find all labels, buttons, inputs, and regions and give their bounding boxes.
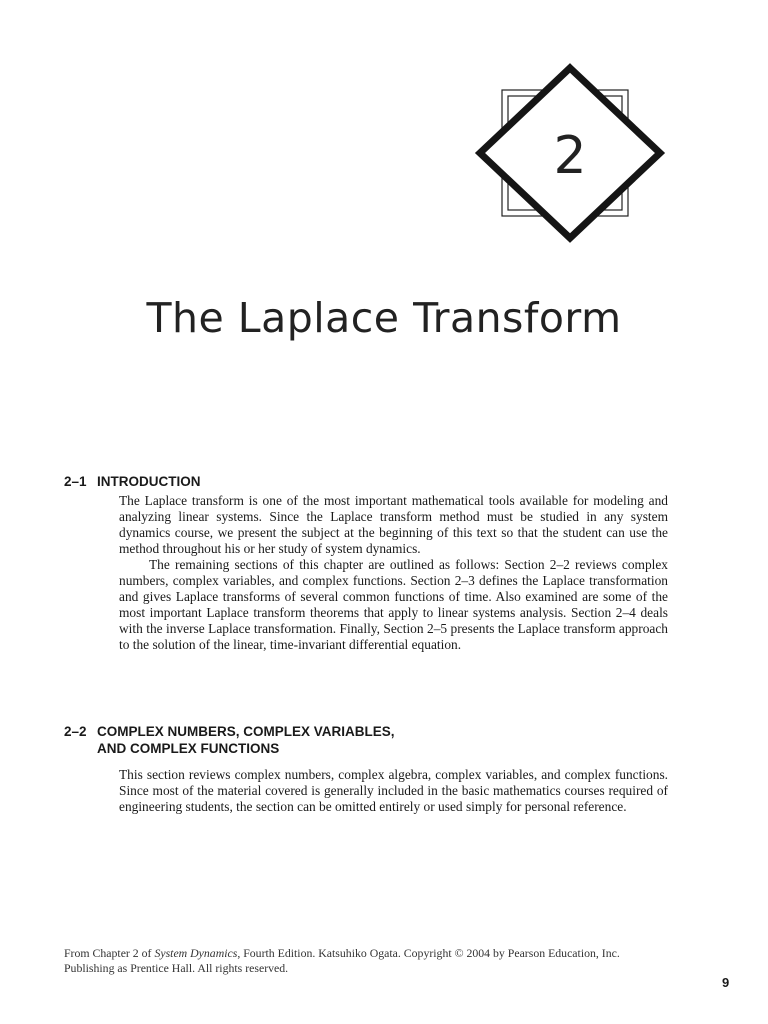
chapter-badge (472, 62, 668, 258)
book-title: System Dynamics (154, 946, 238, 960)
source-footnote (64, 946, 664, 976)
footnote-prefix: From Chapter 2 of (64, 946, 155, 960)
footnote-suffix: , Fourth Edition. Katsuhiko Ogata. Copyright © 2004 by Pearson Education, Inc. Publishing as Prentice Hall. All rights reserved. (64, 946, 620, 975)
paragraph: The Laplace transform is one of the most important mathematical tools available for modeling and analyzing linear systems. Since the Laplace transform method must be studied in any system dynamics course, we present the subject at the beginning of this text so that the student can use the method throughout his or her study of system dynamics. (119, 493, 668, 556)
section-heading-complex-numbers (64, 723, 395, 757)
paragraph: The remaining sections of this chapter are outlined as follows: Section 2–2 reviews complex numbers, complex variables, and complex functions. Section 2–3 defines the Laplace transformation and gives Laplace transforms of several common functions of time. Also examined are some of the most important Laplace transform theorems that apply to linear systems analysis. Section 2–4 deals with the inverse Laplace transformation. Finally, Section 2–5 presents the Laplace transform approach to the solution of the linear, time-invariant differential equation. (119, 557, 668, 652)
page-number: 9 (722, 975, 730, 990)
chapter-diamond-icon (472, 62, 668, 258)
section-body-complex-numbers (119, 767, 668, 815)
section-heading-introduction (64, 473, 201, 490)
paragraph: This section reviews complex numbers, complex algebra, complex variables, and complex functions. Since most of the material covered is generally included in the basic mathematics courses required of engineering students, the section can be omitted entirely or used simply for personal reference. (119, 767, 668, 814)
chapter-number: 2 (553, 126, 587, 186)
section-number: 2–1 (64, 474, 87, 489)
section-number: 2–2 (64, 724, 87, 739)
section-title-line-2: AND COMPLEX FUNCTIONS (97, 741, 280, 756)
section-body-introduction (119, 493, 668, 653)
chapter-title: The Laplace Transform (146, 294, 622, 342)
section-title: INTRODUCTION (97, 474, 201, 489)
section-title-line-1: COMPLEX NUMBERS, COMPLEX VARIABLES, (97, 724, 395, 739)
